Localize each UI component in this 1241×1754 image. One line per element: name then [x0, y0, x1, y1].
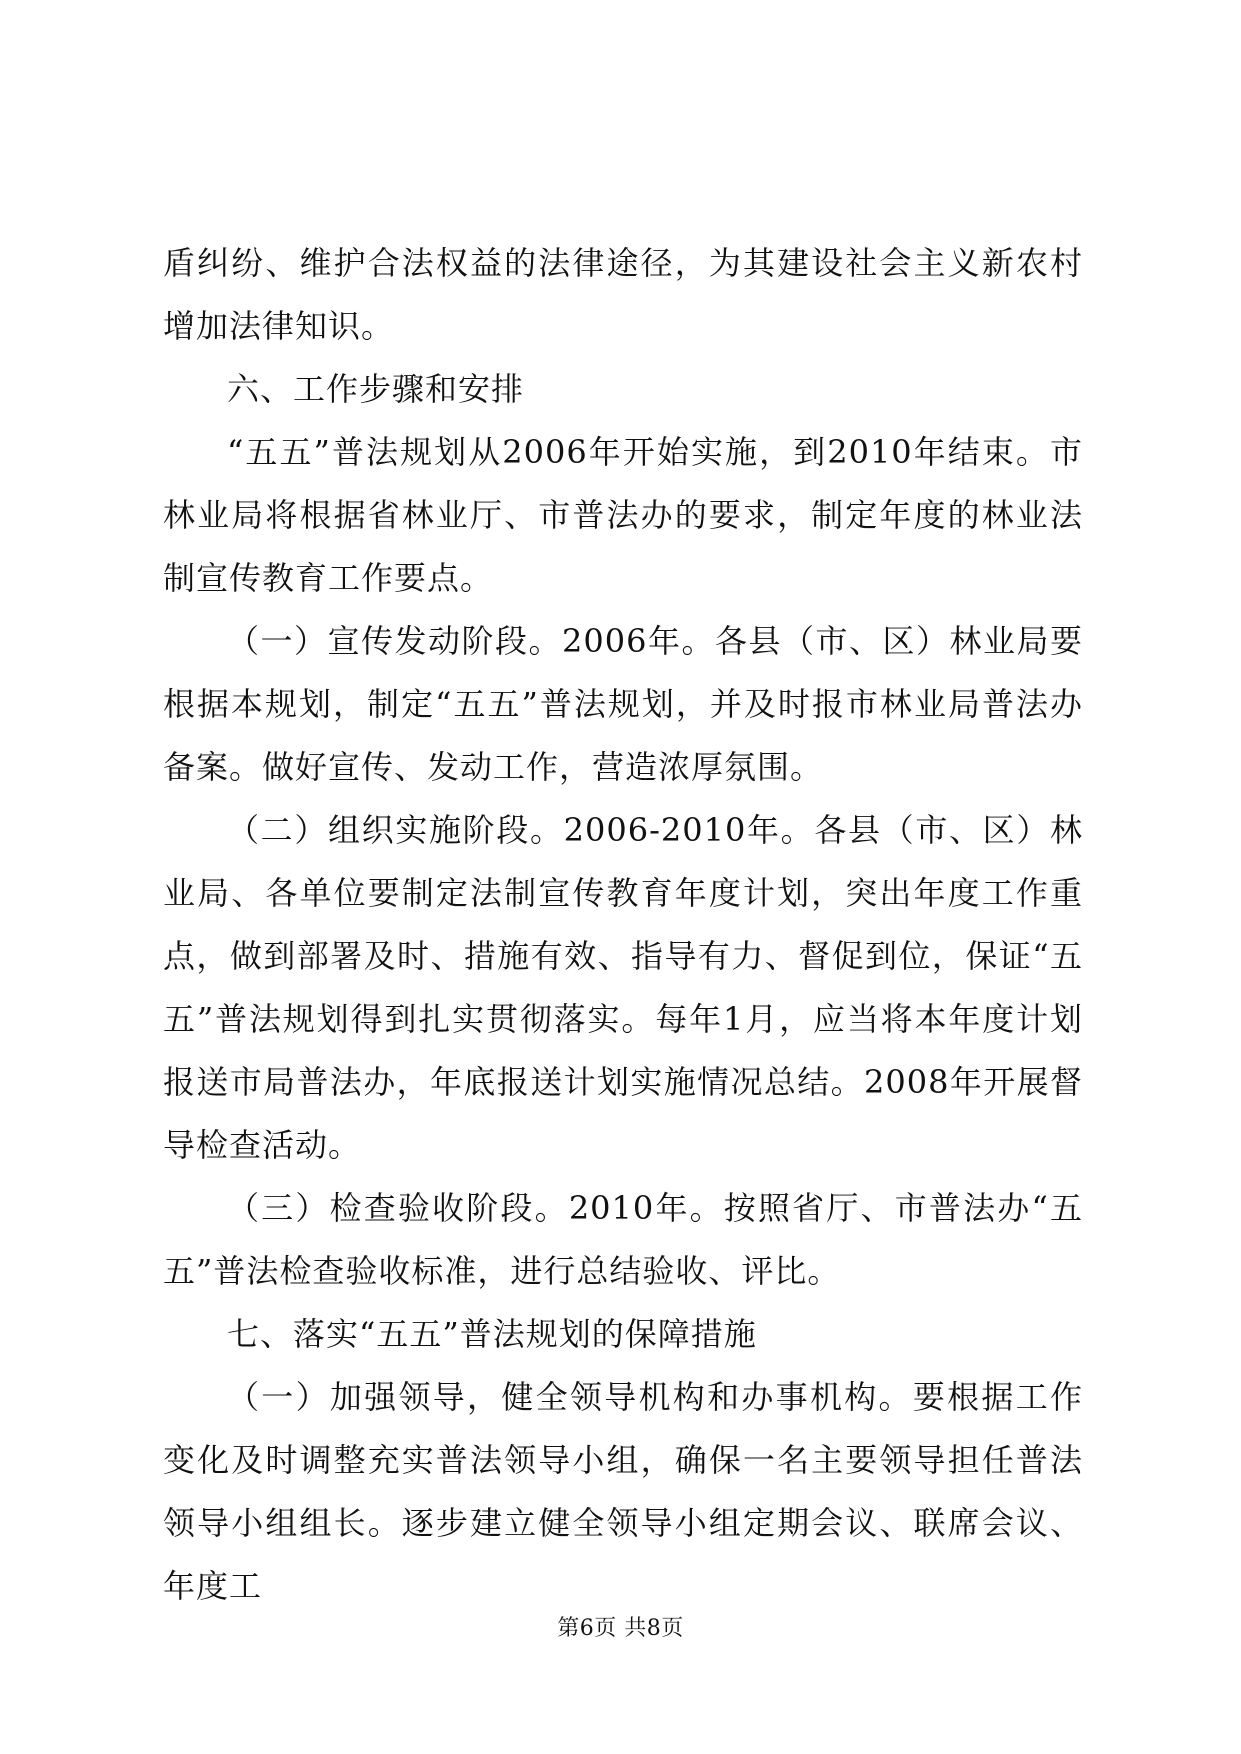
page-number-footer: 第6页 共8页 [557, 1616, 684, 1641]
paragraph-measure-one: （一）加强领导，健全领导机构和办事机构。要根据工作变化及时调整充实普法领导小组，确保一名主要领导担任普法领导小组组长。逐步建立健全领导小组定期会议、联席会议、年度工 [163, 1378, 1083, 1605]
document-body [163, 232, 1083, 1618]
section-heading-six: 六、工作步骤和安排 [227, 370, 525, 408]
paragraph-continuation: 盾纠纷、维护合法权益的法律途径，为其建设社会主义新农村增加法律知识。 [163, 244, 1083, 345]
paragraph-stage-two: （二）组织实施阶段。2006-2010年。各县（市、区）林业局、各单位要制定法制宣传教育年度计划，突出年度工作重点，做到部署及时、措施有效、指导有力、督促到位，保证“五五”普法规划得到扎实贯彻落实。每年1月，应当将本年度计划报送市局普法办，年底报送计划实施情况总结。2008年开展督导检查活动。 [163, 811, 1083, 1164]
paragraph-stage-three: （三）检查验收阶段。2010年。按照省厅、市普法办“五五”普法检查验收标准，进行总结验收、评比。 [163, 1189, 1083, 1290]
paragraph-plan-period: “五五”普法规划从2006年开始实施，到2010年结束。市林业局将根据省林业厅、市普法办的要求，制定年度的林业法制宣传教育工作要点。 [163, 433, 1083, 597]
section-heading-seven: 七、落实“五五”普法规划的保障措施 [227, 1315, 757, 1353]
paragraph-stage-one: （一）宣传发动阶段。2006年。各县（市、区）林业局要根据本规划，制定“五五”普法规划，并及时报市林业局普法办备案。做好宣传、发动工作，营造浓厚氛围。 [163, 622, 1083, 786]
